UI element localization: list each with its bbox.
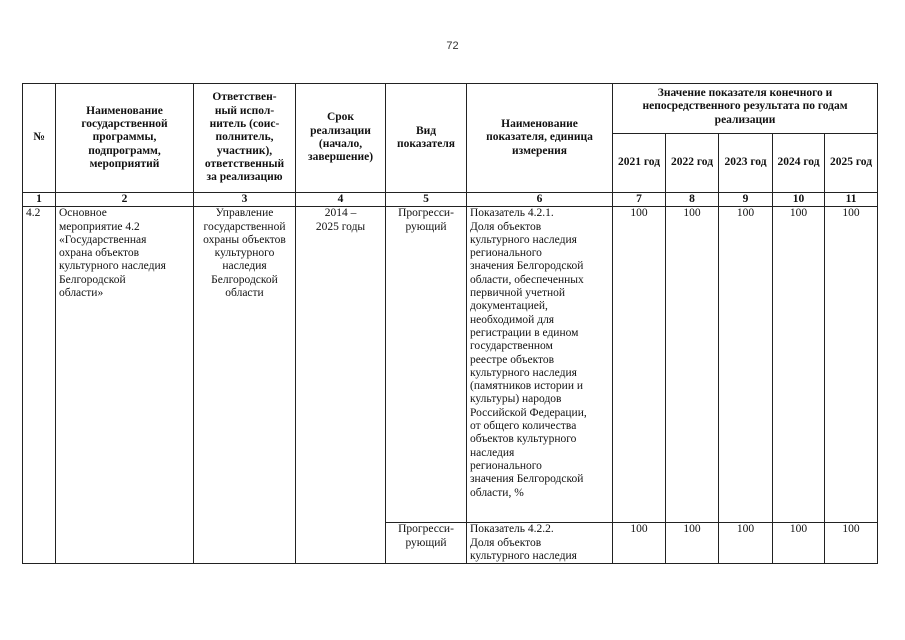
indicator-value-2021: 100: [613, 207, 666, 523]
header-term: Срок реализации (начало, завершение): [296, 84, 386, 193]
column-number: 3: [194, 193, 296, 207]
row-term: 2014 – 2025 годы: [296, 207, 386, 564]
column-number: 1: [23, 193, 56, 207]
indicator-value-2021: 100: [613, 523, 666, 564]
indicators-table: [22, 83, 878, 564]
column-number: 2: [56, 193, 194, 207]
indicator-kind: Прогресси- рующий: [386, 207, 467, 523]
indicator-value-2025: 100: [825, 523, 878, 564]
indicator-text: Показатель 4.2.1. Доля объектов культурного наследия регионального значения Белгородской области, обеспеченных первичной учетной документацией, необходимой для регистрации в едином государственном реестре объектов культурного наследия (памятников истории и культуры) народов Российской Федерации, от общего количества объектов культурного наследия регионального значения Белгородской области, %: [467, 207, 613, 523]
header-responsible: Ответствен- ный испол- нитель (соис- полнитель, участник), ответственный за реализацию: [194, 84, 296, 193]
header-values-group: Значение показателя конечного и непосредственного результата по годам реализации: [613, 84, 878, 134]
row-responsible: Управление государственной охраны объектов культурного наследия Белгородской области: [194, 207, 296, 564]
header-num: №: [23, 84, 56, 193]
row-num: 4.2: [23, 207, 56, 564]
column-number: 11: [825, 193, 878, 207]
indicator-value-2023: 100: [719, 207, 773, 523]
column-number: 6: [467, 193, 613, 207]
column-number: 7: [613, 193, 666, 207]
indicator-value-2023: 100: [719, 523, 773, 564]
column-number: 8: [666, 193, 719, 207]
indicator-value-2025: 100: [825, 207, 878, 523]
indicator-value-2022: 100: [666, 207, 719, 523]
column-number: 5: [386, 193, 467, 207]
header-kind: Вид показателя: [386, 84, 467, 193]
header-year-2022: 2022 год: [666, 134, 719, 193]
header-year-2025: 2025 год: [825, 134, 878, 193]
column-numbers-row: [23, 193, 878, 207]
column-number: 4: [296, 193, 386, 207]
header-year-2024: 2024 год: [773, 134, 825, 193]
header-year-2023: 2023 год: [719, 134, 773, 193]
indicator-kind: Прогресси- рующий: [386, 523, 467, 564]
table-row: [23, 207, 878, 523]
header-name: Наименование государственной программы, подпрограмм, мероприятий: [56, 84, 194, 193]
row-name: Основное мероприятие 4.2 «Государственная охрана объектов культурного наследия Белгородской области»: [56, 207, 194, 564]
header-indicator: Наименование показателя, единица измерения: [467, 84, 613, 193]
indicator-value-2022: 100: [666, 523, 719, 564]
indicator-value-2024: 100: [773, 207, 825, 523]
indicator-text: Показатель 4.2.2. Доля объектов культурного наследия: [467, 523, 613, 564]
header-year-2021: 2021 год: [613, 134, 666, 193]
column-number: 10: [773, 193, 825, 207]
indicator-value-2024: 100: [773, 523, 825, 564]
column-number: 9: [719, 193, 773, 207]
page-number: 72: [446, 40, 459, 52]
